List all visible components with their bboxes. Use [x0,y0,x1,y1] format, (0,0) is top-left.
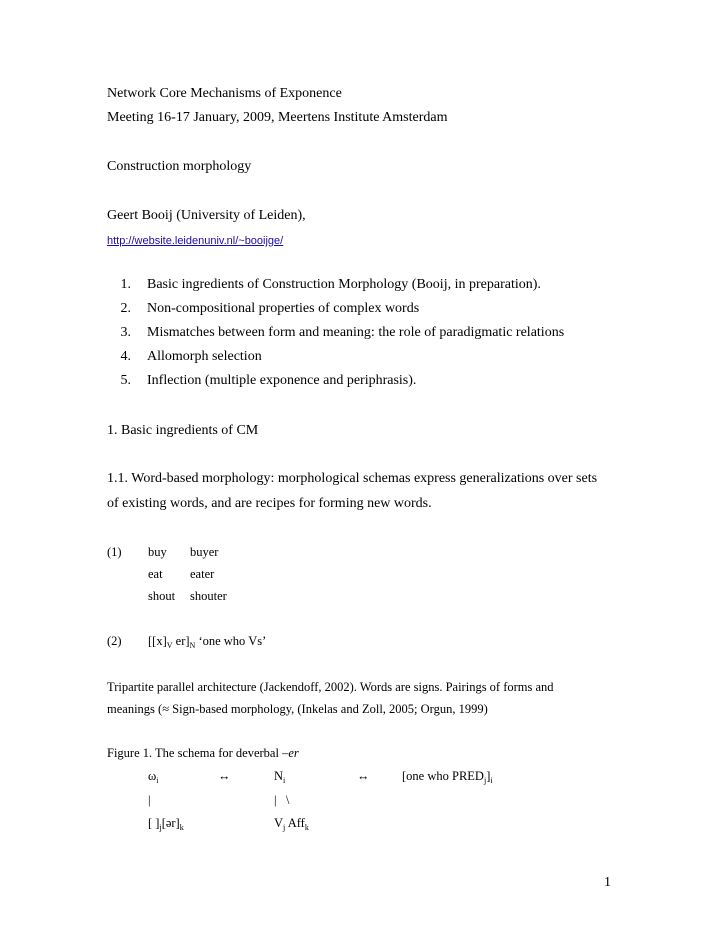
author-line: Geert Booij (University of Leiden), [107,208,306,223]
section-heading: 1. Basic ingredients of CM [107,423,259,438]
outline-text: Non-compositional properties of complex words [147,301,420,316]
author-url-link[interactable]: http://website.leidenuniv.nl/~booijge/ [107,235,284,247]
page-number: 1 [604,875,611,890]
example-2-label: (2) [107,634,122,648]
tripartite-line: meanings (≈ Sign-based morphology, (Inkelas and Zoll, 2005; Orgun, 1999) [107,702,488,716]
figure-arrow-left: ↔ [218,769,231,783]
example-1-base-eat: eat [148,567,163,581]
example-1-base-shout: shout [148,589,176,603]
outline-item [107,300,419,318]
outline-item [107,276,541,294]
figure-bar-left: | [148,793,151,807]
outline-item [107,348,262,366]
outline-text: Inflection (multiple exponence and periphrasis). [147,373,417,388]
outline-text: Mismatches between form and meaning: the role of paradigmatic relations [147,325,565,340]
document-title: Construction morphology [107,159,252,174]
figure-arrow-right: ↔ [357,769,370,783]
figure-verb-affix: $V_j$ Aff$_k$ [274,816,309,832]
figure-noun: $N_i$ [274,769,286,785]
example-1-base-buy: buy [148,545,167,559]
example-1-derived-shouter: shouter [190,589,227,603]
paragraph-line: 1.1. Word-based morphology: morphological schemas express generalizations over sets [107,471,598,486]
outline-number: 5. [120,373,131,388]
outline-item [107,372,416,390]
example-1-derived-buyer: buyer [190,545,219,559]
figure-omega: $\omega_i$ [148,769,159,785]
example-1-derived-eater: eater [190,567,215,581]
tripartite-line: Tripartite parallel architecture (Jackendoff, 2002). Words are signs. Pairings of forms and [107,680,554,694]
outline-number: 4. [120,349,131,364]
outline-text: Basic ingredients of Construction Morphology (Booij, in preparation). [147,277,541,292]
example-1-label: (1) [107,545,122,559]
outline-text: Allomorph selection [147,349,262,364]
outline-number: 1. [120,277,131,292]
figure-caption: Figure 1. The schema for deverbal –er [107,746,299,760]
figure-semantics: [one who $PRED_j]_i$ [402,769,493,785]
paragraph-line: of existing words, and are recipes for forming new words. [107,496,432,511]
figure-bar-right: | \ [274,793,290,807]
outline-number: 3. [120,325,131,340]
example-2-schema: [$[x]_V$ $er]_N$ ‘one who Vs’ [148,634,267,650]
outline-number: 2. [120,301,131,316]
meeting-details: Meeting 16-17 January, 2009, Meertens Institute Amsterdam [107,110,448,125]
meeting-network-title: Network Core Mechanisms of Exponence [107,86,342,101]
outline-item [107,324,564,342]
figure-form: [ ]$_j[ər]_k$ [148,816,184,832]
